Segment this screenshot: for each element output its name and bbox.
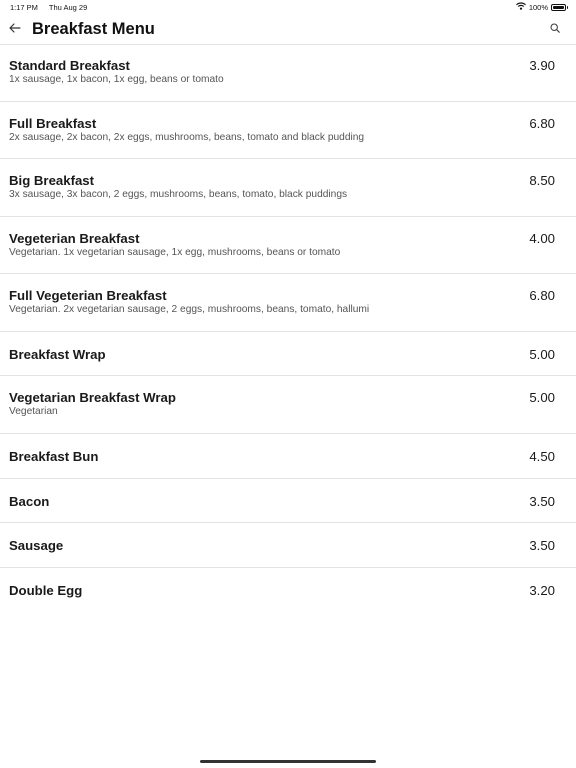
home-indicator[interactable] (200, 760, 376, 763)
menu-item-price: 3.90 (529, 58, 555, 73)
menu-item-price: 3.50 (529, 538, 555, 554)
menu-item[interactable] (0, 568, 576, 613)
menu-item-name: Vegeterian Breakfast (9, 230, 140, 246)
battery-percent: 100% (528, 2, 548, 12)
status-date: Thu Aug 29 (48, 2, 88, 12)
page-title: Breakfast Menu (32, 19, 155, 38)
menu-item-description: 3x sausage, 3x bacon, 2 eggs, mushrooms, beans, tomato, black puddings (9, 189, 348, 200)
back-button[interactable] (1, 14, 29, 44)
status-time: 1:17 PM (10, 2, 38, 12)
menu-item-price: 5.00 (529, 346, 555, 362)
menu-item[interactable] (0, 274, 576, 332)
wifi-icon (516, 2, 526, 12)
menu-item-description: 2x sausage, 2x bacon, 2x eggs, mushrooms, beans, tomato and black pudding (9, 131, 365, 143)
battery-icon (551, 4, 566, 11)
menu-item-price: 8.50 (529, 173, 555, 188)
menu-item[interactable] (0, 159, 576, 217)
menu-item-name: Full Vegeterian Breakfast (9, 288, 167, 303)
menu-item-price: 5.00 (529, 390, 555, 406)
menu-item-name: Full Breakfast (9, 115, 97, 131)
menu-list (0, 44, 576, 613)
menu-item[interactable] (0, 332, 576, 377)
menu-item-price: 4.00 (529, 230, 555, 246)
menu-item-price: 4.50 (529, 448, 555, 464)
menu-item[interactable] (0, 434, 576, 479)
back-arrow-icon (9, 20, 21, 38)
menu-item[interactable] (0, 44, 576, 102)
status-left (10, 3, 96, 12)
search-button[interactable] (546, 20, 564, 38)
menu-item-name: Breakfast Bun (9, 448, 99, 464)
menu-item[interactable] (0, 376, 576, 434)
battery-fill (553, 6, 564, 9)
menu-item[interactable] (0, 523, 576, 568)
menu-item-name: Vegetarian Breakfast Wrap (9, 390, 176, 406)
menu-item-description: Vegetarian. 2x vegetarian sausage, 2 eggs, mushrooms, beans, tomato, hallumi (9, 304, 370, 315)
status-right (516, 2, 566, 12)
nav-bar (0, 14, 576, 45)
menu-item-name: Big Breakfast (9, 173, 95, 188)
status-bar (0, 0, 576, 14)
menu-item-name: Double Egg (9, 583, 83, 599)
menu-item[interactable] (0, 102, 576, 160)
menu-item[interactable] (0, 217, 576, 275)
menu-item-description: Vegetarian. 1x vegetarian sausage, 1x egg, mushrooms, beans or tomato (9, 246, 341, 258)
menu-item-name: Sausage (9, 538, 64, 554)
search-icon (550, 20, 560, 38)
menu-item-description: 1x sausage, 1x bacon, 1x egg, beans or tomato (9, 74, 224, 85)
menu-item-name: Standard Breakfast (9, 58, 130, 73)
menu-item[interactable] (0, 479, 576, 524)
menu-item-name: Breakfast Wrap (9, 346, 106, 362)
menu-item-name: Bacon (9, 493, 50, 509)
menu-item-price: 6.80 (529, 288, 555, 303)
menu-item-price: 6.80 (529, 115, 555, 131)
menu-item-price: 3.50 (529, 493, 555, 509)
menu-item-description: Vegetarian (9, 406, 58, 418)
menu-item-price: 3.20 (529, 583, 555, 599)
